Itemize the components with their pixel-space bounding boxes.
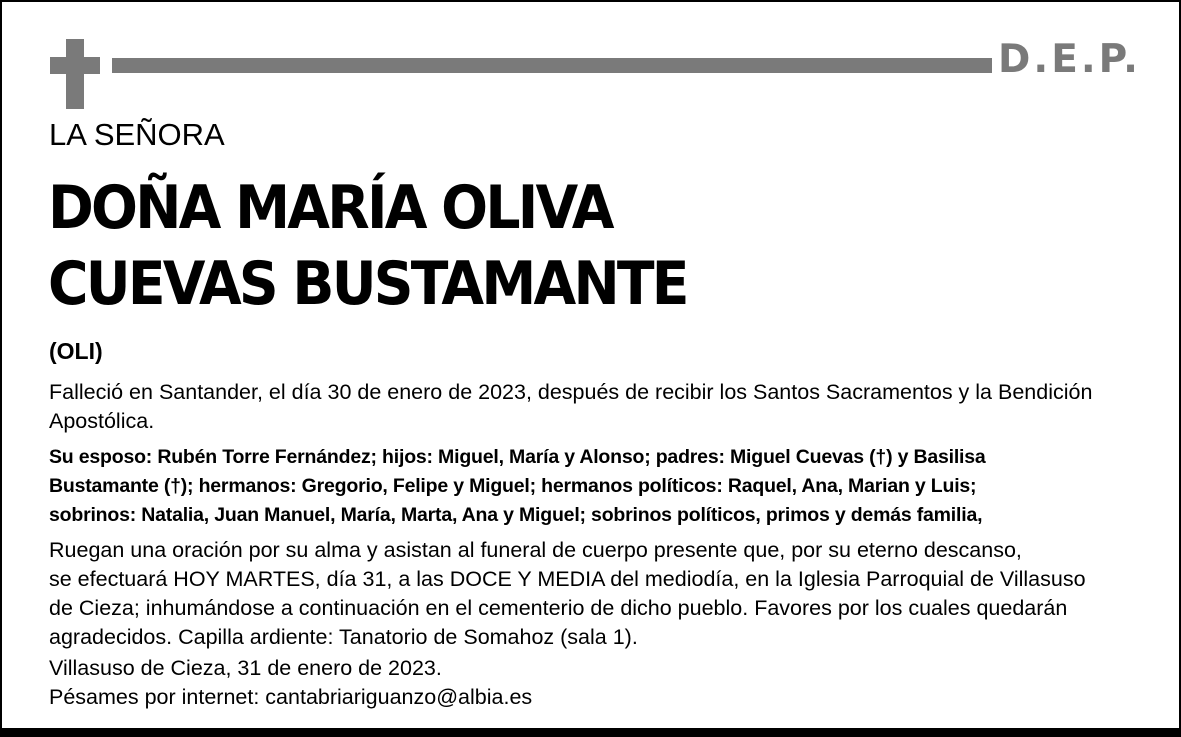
funeral-line-4: agradecidos. Capilla ardiente: Tanatorio de Somahoz (sala 1).	[49, 625, 638, 649]
deceased-name-line-1: DOÑA MARÍA OLIVA	[48, 173, 612, 243]
funeral-line-3: de Cieza; inhumándose a continuación en el cementerio de dicho pueblo. Favores por los cuales quedarán	[49, 596, 1068, 620]
dep-label: D.E.P.	[998, 37, 1141, 82]
condolences-line: Pésames por internet: cantabriariguanzo@albia.es	[49, 685, 533, 709]
family-line-2: Bustamante (†); hermanos: Gregorio, Felipe y Miguel; hermanos políticos: Raquel, Ana, Marian y Luis;	[49, 475, 977, 497]
funeral-line-1: Ruegan una oración por su alma y asistan al funeral de cuerpo presente que, por su eterno descanso,	[49, 538, 1022, 562]
funeral-paragraph	[49, 536, 1086, 652]
nickname: (OLI)	[49, 338, 103, 364]
deceased-name	[48, 170, 687, 322]
cross-vertical-bar	[66, 39, 84, 109]
place-date: Villasuso de Cieza, 31 de enero de 2023.	[49, 656, 442, 680]
cross-horizontal-bar	[50, 57, 100, 74]
death-line-1: Falleció en Santander, el día 30 de enero de 2023, después de recibir los Santos Sacramentos y la Bendición	[49, 380, 1093, 404]
family-paragraph	[49, 443, 986, 530]
death-paragraph	[49, 378, 1092, 436]
family-line-1: Su esposo: Rubén Torre Fernández; hijos: Miguel, María y Alonso; padres: Miguel Cuevas (†) y Basilisa	[49, 446, 986, 468]
death-line-2: Apostólica.	[49, 409, 155, 433]
deceased-name-line-2: CUEVAS BUSTAMANTE	[48, 249, 687, 319]
funeral-line-2: se efectuará HOY MARTES, día 31, a las DOCE Y MEDIA del mediodía, en la Iglesia Parroquial de Villasuso	[49, 567, 1086, 591]
title-prefix: LA SEÑORA	[49, 117, 225, 152]
family-line-3: sobrinos: Natalia, Juan Manuel, María, Marta, Ana y Miguel; sobrinos políticos, primos y demás familia,	[49, 504, 983, 526]
closing-paragraph	[49, 654, 532, 712]
header-rule	[112, 58, 992, 73]
